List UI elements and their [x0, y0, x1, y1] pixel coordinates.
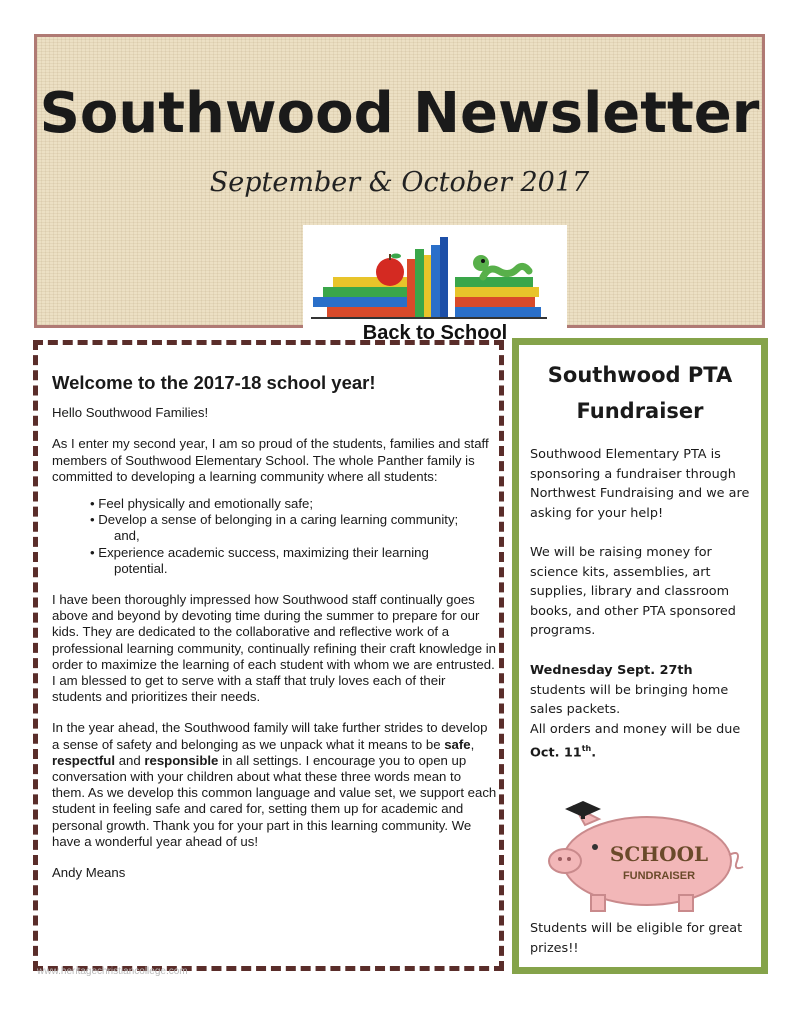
book — [323, 287, 409, 297]
book — [440, 237, 448, 317]
goals-list — [90, 496, 497, 577]
year-ahead-paragraph: In the year ahead, the Southwood family will take further strides to develop a sense of safety and belonging as we unpack what it means to be safe, respectful and responsible in all settings. I encourage you to open up conversation with your children about what these three words mean to them. As we develop this common language and value set, we support each student in feeling safe and cared for, setting them up for academic and personal growth. Thank you for your part in this learning community. We have a wonderful year ahead of us! — [52, 720, 497, 849]
staff-paragraph: I have been thoroughly impressed how Southwood staff continually goes above and beyond by devoting time during the summer to prepare for our kids. They are dedicated to the collaborative and reflective work of a professional learning community, continually refining their craft knowledge in order to maximize the learning of each student with whom we are entrusted. I am blessed to get to serve with a staff that truly loves each of their students and prioritizes their needs. — [52, 592, 496, 705]
book — [407, 259, 415, 317]
pig-text-school: SCHOOL — [609, 842, 709, 866]
greeting: Hello Southwood Families! — [52, 405, 209, 421]
welcome-section — [33, 340, 504, 971]
intro-paragraph: As I enter my second year, I am so proud of the students, families and staff members of Southwood Elementary School. The whole Panther family is committed to developing a learning community where all students: — [52, 436, 489, 484]
pig-text-fundraiser: FUNDRAISER — [622, 870, 696, 882]
newsletter-title: Southwood Newsletter — [39, 81, 760, 146]
book — [415, 249, 424, 317]
pta-prizes: Students will be eligible for great prizes!! — [530, 921, 743, 956]
book — [455, 307, 541, 317]
book — [424, 255, 431, 317]
pta-date-1: Wednesday Sept. 27th — [530, 663, 693, 678]
list-item: • Develop a sense of belonging in a caring learning community; and, — [90, 512, 459, 544]
pta-dates: Wednesday Sept. 27th students will be bringing home sales packets. All orders and money will be due Oct. 11th. — [530, 661, 760, 763]
pta-purpose: We will be raising money for science kits, assemblies, art supplies, library and classroom books, and other PTA sponsored programs. — [530, 545, 736, 639]
apple-icon — [376, 258, 404, 286]
signature: Andy Means — [52, 865, 126, 881]
list-item: • Experience academic success, maximizing their learning potential. — [90, 544, 429, 576]
book — [455, 297, 535, 307]
book — [431, 245, 440, 317]
list-item: • Feel physically and emotionally safe; — [90, 496, 314, 512]
book — [327, 307, 409, 317]
back-to-school-caption: Back to School — [362, 322, 508, 344]
piggy-bank-icon — [529, 795, 765, 915]
pta-intro: Southwood Elementary PTA is sponsoring a fundraiser through Northwest Fundraising and we are asking for your help! — [530, 447, 750, 521]
pta-title: Southwood PTA Fundraiser — [547, 363, 733, 423]
book — [455, 287, 539, 297]
pta-fundraiser-section — [512, 338, 768, 974]
pta-date-2: Oct. 11th. — [530, 744, 597, 761]
watermark: www.heritagechristiancollege.com — [37, 966, 188, 977]
newsletter-date: September & October 2017 — [209, 167, 590, 198]
welcome-heading: Welcome to the 2017-18 school year! — [52, 372, 376, 393]
book — [455, 277, 533, 287]
back-to-school-image — [303, 225, 567, 353]
newsletter-header — [34, 34, 765, 344]
book — [313, 297, 407, 307]
bookworm-icon — [483, 266, 529, 277]
